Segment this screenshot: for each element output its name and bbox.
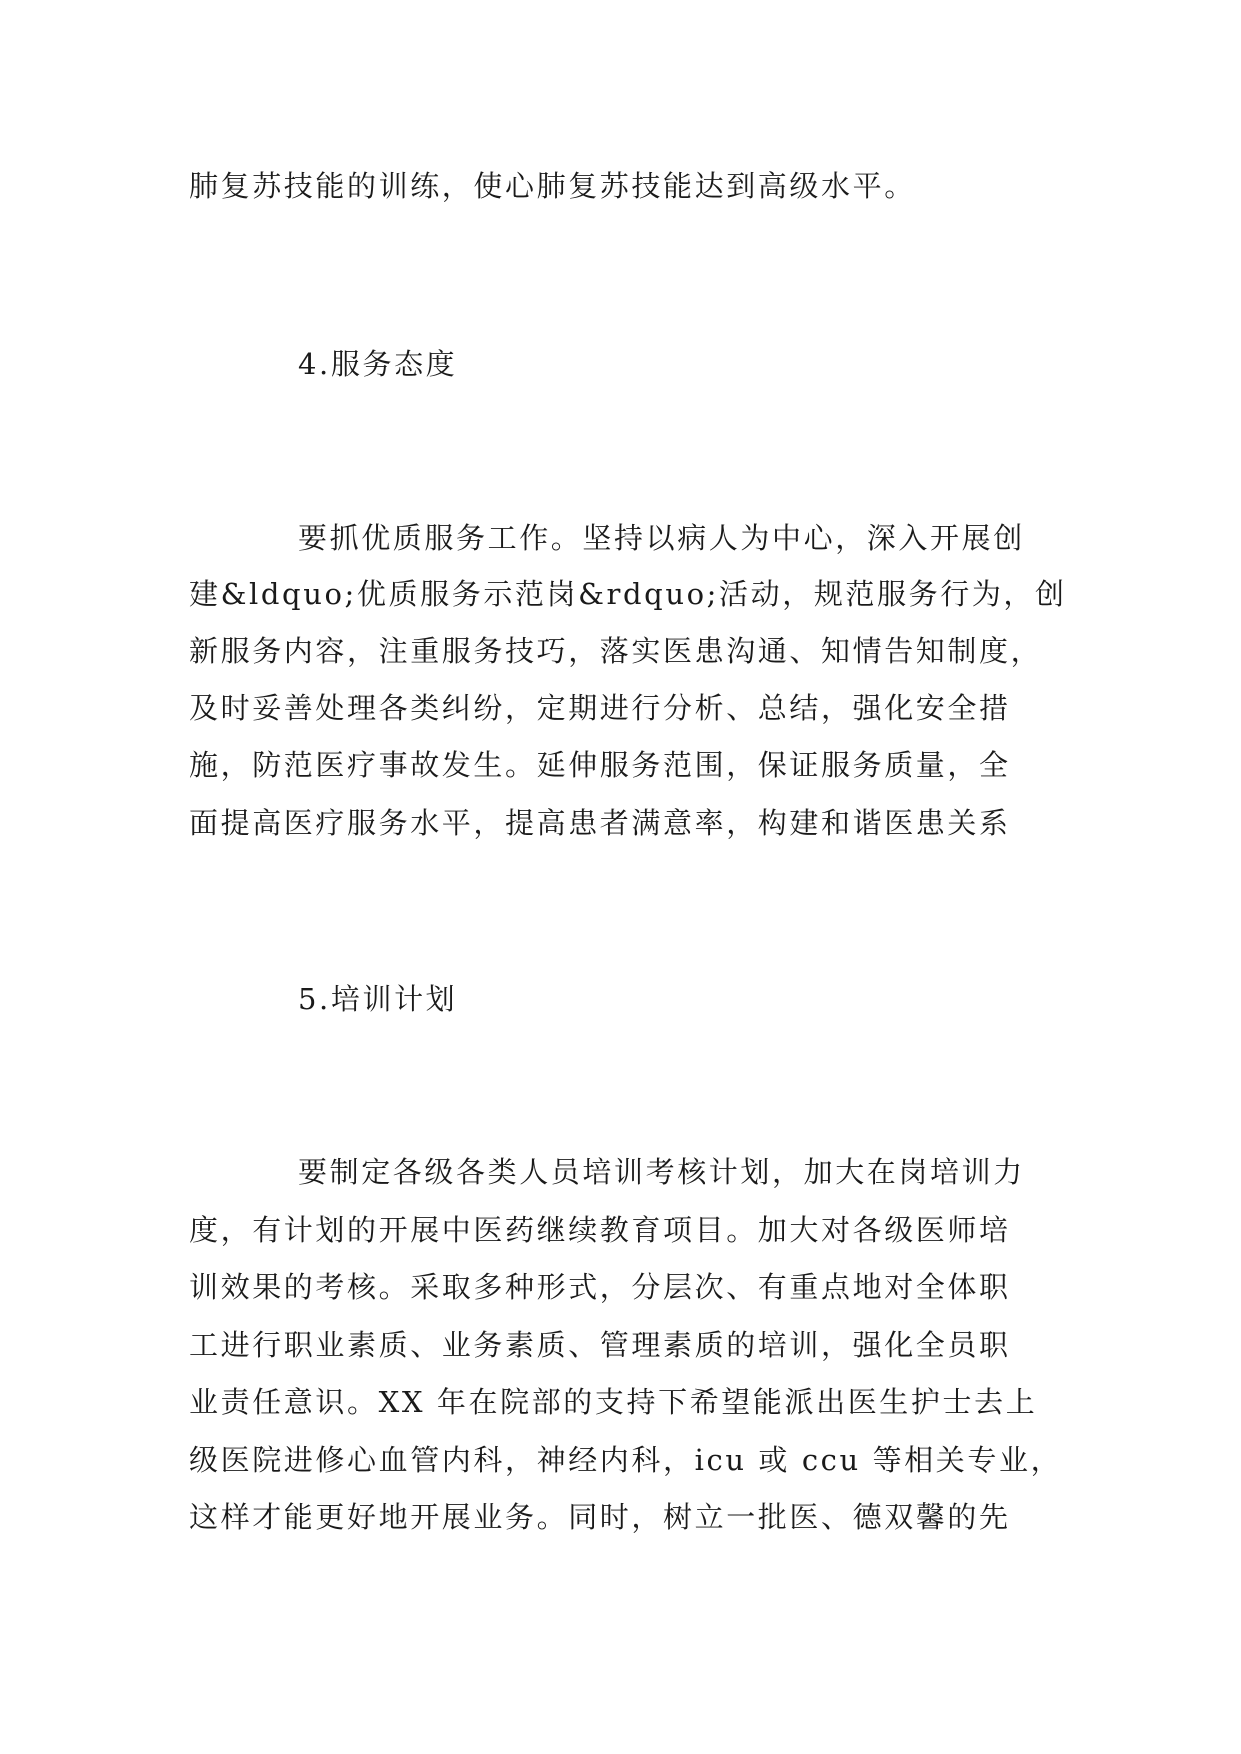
paragraph-line: 业责任意识。XX 年在院部的支持下希望能派出医生护士去上 bbox=[189, 1385, 1038, 1419]
paragraph-line: 建&ldquo;优质服务示范岗&rdquo;活动，规范服务行为，创 bbox=[189, 577, 1067, 611]
paragraph-line: 要抓优质服务工作。坚持以病人为中心，深入开展创 bbox=[298, 521, 1025, 555]
paragraph-line: 训效果的考核。采取多种形式，分层次、有重点地对全体职 bbox=[189, 1270, 1011, 1304]
paragraph-line: 及时妥善处理各类纠纷，定期进行分析、总结，强化安全措 bbox=[189, 691, 1011, 725]
paragraph-line: 工进行职业素质、业务素质、管理素质的培训，强化全员职 bbox=[189, 1328, 1011, 1362]
intro-paragraph-line: 肺复苏技能的训练，使心肺复苏技能达到高级水平。 bbox=[189, 169, 916, 203]
paragraph-line: 度，有计划的开展中医药继续教育项目。加大对各级医师培 bbox=[189, 1213, 1011, 1247]
paragraph-line: 要制定各级各类人员培训考核计划，加大在岗培训力 bbox=[298, 1155, 1025, 1189]
paragraph-line: 施，防范医疗事故发生。延伸服务范围，保证服务质量，全 bbox=[189, 748, 1011, 782]
paragraph-line: 新服务内容，注重服务技巧，落实医患沟通、知情告知制度， bbox=[189, 634, 1043, 668]
paragraph-line: 面提高医疗服务水平，提高患者满意率，构建和谐医患关系 bbox=[189, 806, 1011, 840]
paragraph-line: 这样才能更好地开展业务。同时，树立一批医、德双馨的先 bbox=[189, 1500, 1011, 1534]
section-4-heading: 4.服务态度 bbox=[298, 347, 458, 381]
paragraph-line: 级医院进修心血管内科，神经内科，icu 或 ccu 等相关专业， bbox=[189, 1443, 1063, 1477]
section-5-heading: 5.培训计划 bbox=[298, 982, 458, 1016]
